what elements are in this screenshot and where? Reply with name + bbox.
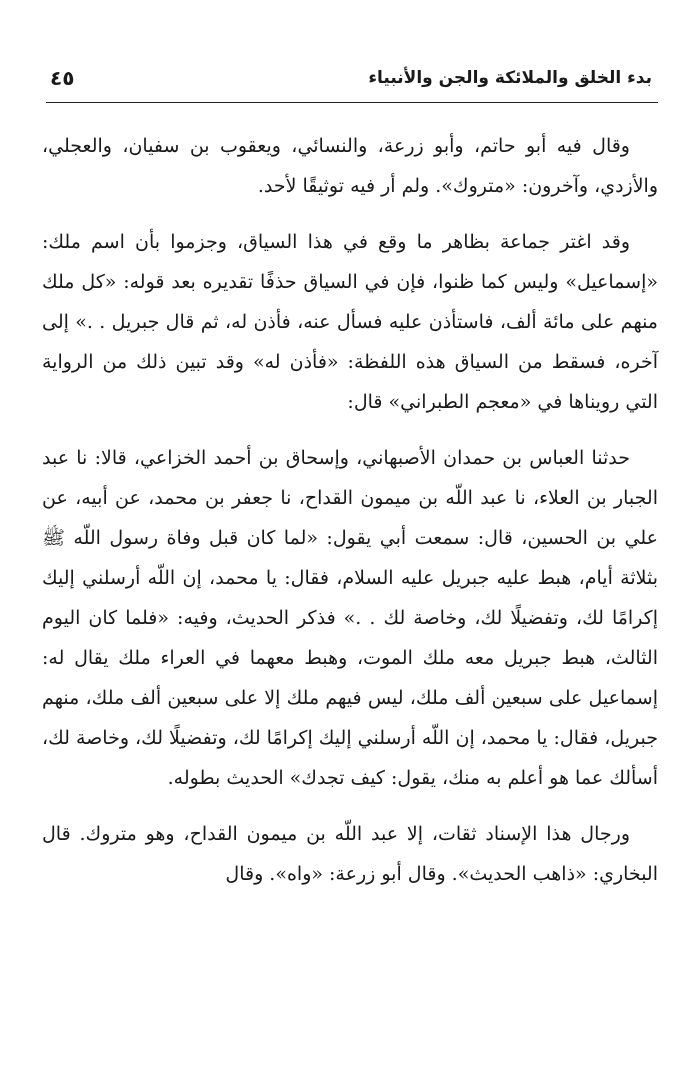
body-text: [42, 126, 658, 910]
paragraph-2: وقد اغتر جماعة بظاهر ما وقع في هذا السياق، وجزموا بأن اسم ملك: «إسماعيل» وليس كما ظنوا، فإن في السياق حذفًا تقديره بعد قوله: «كل ملك منهم على مائة ألف، فاستأذن عليه فسأل عنه، فأذن له، ثم قال جبريل . .» إلى آخره، فسقط من السياق هذه اللفظة: «فأذن له» وقد تبين ذلك من الرواية التي رويناها في «معجم الطبراني» قال:: [42, 231, 658, 413]
paragraph-4: ورجال هذا الإسناد ثقات، إلا عبد اللّه بن ميمون القداح، وهو متروك. قال البخاري: «ذاهب الحديث». وقال أبو زرعة: «واه». وقال: [42, 823, 658, 885]
paragraph-1: وقال فيه أبو حاتم، وأبو زرعة، والنسائي، ويعقوب بن سفيان، والعجلي، والأزدي، وآخرون: «متروك». ولم أر فيه توثيقًا لأحد.: [42, 135, 658, 197]
paragraph-3: حدثنا العباس بن حمدان الأصبهاني، وإسحاق بن أحمد الخزاعي، قالا: نا عبد الجبار بن العلاء، نا عبد اللّه بن ميمون القداح، نا جعفر بن محمد، عن أبيه، عن علي بن الحسين، قال: سمعت أبي يقول: «لما كان قبل وفاة رسول اللّه ﷺ بثلاثة أيام، هبط عليه جبريل عليه السلام، فقال: يا محمد، إن اللّه أرسلني إليك إكرامًا لك، وتفضيلًا لك، وخاصة لك . .» فذكر الحديث، وفيه: «فلما كان اليوم الثالث، هبط جبريل معه ملك الموت، وهبط معهما في العراء ملك يقال له: إسماعيل على سبعين ألف ملك، ليس فيهم ملك إلا على سبعين ألف ملك، منهم جبريل، فقال: يا محمد، إن اللّه أرسلني إليك إكرامًا لك، وتفضيلًا لك، وخاصة لك، أسألك عما هو أعلم به منك، يقول: كيف تجدك» الحديث بطوله.: [42, 447, 658, 789]
page-number: ٤٥: [50, 66, 75, 90]
page-header: [46, 64, 652, 96]
running-title: بدء الخلق والملائكة والجن والأنبياء: [368, 68, 652, 88]
header-rule: [46, 102, 658, 103]
